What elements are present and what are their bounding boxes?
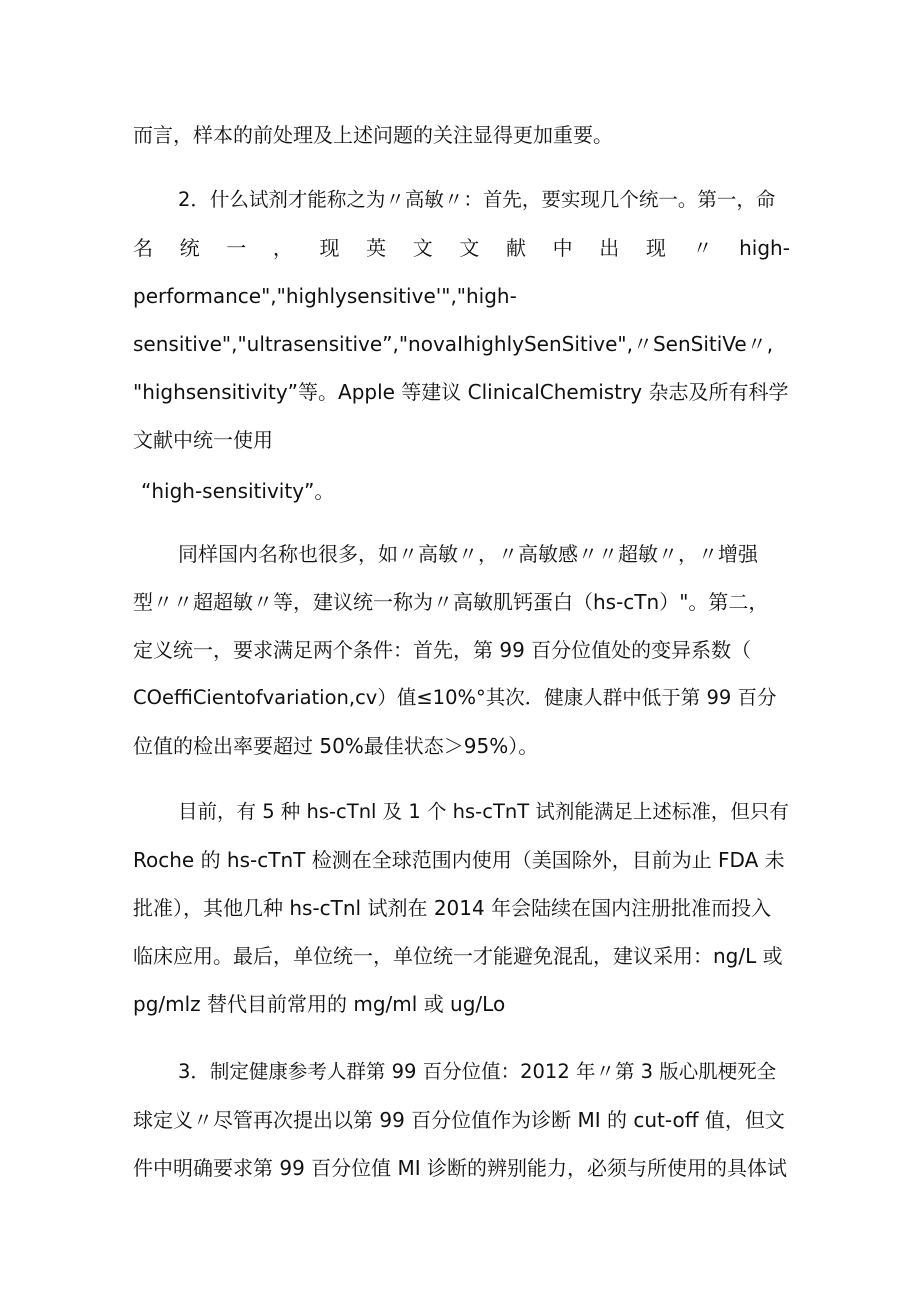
word: 献 — [506, 236, 526, 260]
paragraph-line: 文献中统一使用 — [133, 428, 273, 452]
word: 文 — [459, 236, 480, 260]
word: 名 — [133, 236, 153, 260]
word: 统 — [179, 236, 200, 260]
paragraph-line: 型〃〃超超敏〃等，建议统一称为〃高敏肌钙蛋白（hs-cTn）"。第二， — [133, 590, 769, 614]
word: 中 — [552, 236, 573, 260]
paragraph-line: "highsensitivity”等。Apple 等建议 ClinicalChemistry 杂志及所有科学 — [133, 380, 789, 404]
word: 现 — [319, 236, 340, 260]
paragraph-line: 位值的检出率要超过 50%最佳状态＞95%）。 — [133, 734, 539, 758]
paragraph-line: Roche 的 hs-cTnT 检测在全球范围内使用（美国除外，目前为止 FDA 未 — [133, 848, 785, 872]
paragraph-line: 而言，样本的前处理及上述问题的关注显得更加重要。 — [133, 123, 613, 147]
word: 出 — [599, 236, 620, 260]
word: 〃 — [692, 236, 713, 260]
paragraph-line: 定义统一，要求满足两个条件：首先，第 99 百分位值处的变异系数（ — [133, 638, 752, 662]
word: 文 — [412, 236, 433, 260]
paragraph-line: 临床应用。最后，单位统一，单位统一才能避免混乱，建议采用：ng/L 或 — [133, 944, 783, 968]
paragraph-line: 同样国内名称也很多，如〃高敏〃，〃高敏感〃〃超敏〃，〃增强 — [178, 542, 758, 566]
word: 英 — [366, 236, 387, 260]
paragraph-line: pg/mlz 替代目前常用的 mg/ml 或 ug/Lo — [133, 992, 506, 1016]
word: 现 — [645, 236, 666, 260]
word: high- — [739, 236, 790, 260]
paragraph-line: 目前，有 5 种 hs-cTnl 及 1 个 hs-cTnT 试剂能满足上述标准，但只有 — [178, 800, 789, 823]
paragraph-line: performance","highlysensitive'","high- — [133, 284, 517, 308]
paragraph-line: 2．什么试剂才能称之为〃高敏〃：首先，要实现几个统一。第一，命 — [178, 188, 776, 211]
paragraph-line: sensitive","ultrasensitive”,"novaIhighlySenSitive",〃SenSitiVe〃, — [133, 332, 774, 356]
paragraph-line: “high-sensitivity”。 — [141, 479, 335, 503]
justified-line — [133, 234, 790, 262]
paragraph-line: COeffiCientofvariation,cv）值≤10%°其次．健康人群中低于第 99 百分 — [133, 686, 777, 709]
paragraph-line: 3．制定健康参考人群第 99 百分位值：2012 年〃第 3 版心肌梗死全 — [178, 1060, 777, 1083]
paragraph-line: 件中明确要求第 99 百分位值 MI 诊断的辨别能力，必须与所使用的具体试 — [133, 1156, 788, 1180]
word: ， — [272, 236, 293, 260]
word: 一 — [226, 236, 247, 260]
paragraph-line: 球定义〃尽管再次提出以第 99 百分位值作为诊断 MI 的 cut-off 值，但文 — [133, 1108, 785, 1132]
paragraph-line: 批准），其他几种 hs-cTnl 试剂在 2014 年会陆续在国内注册批准而投入 — [133, 896, 772, 920]
